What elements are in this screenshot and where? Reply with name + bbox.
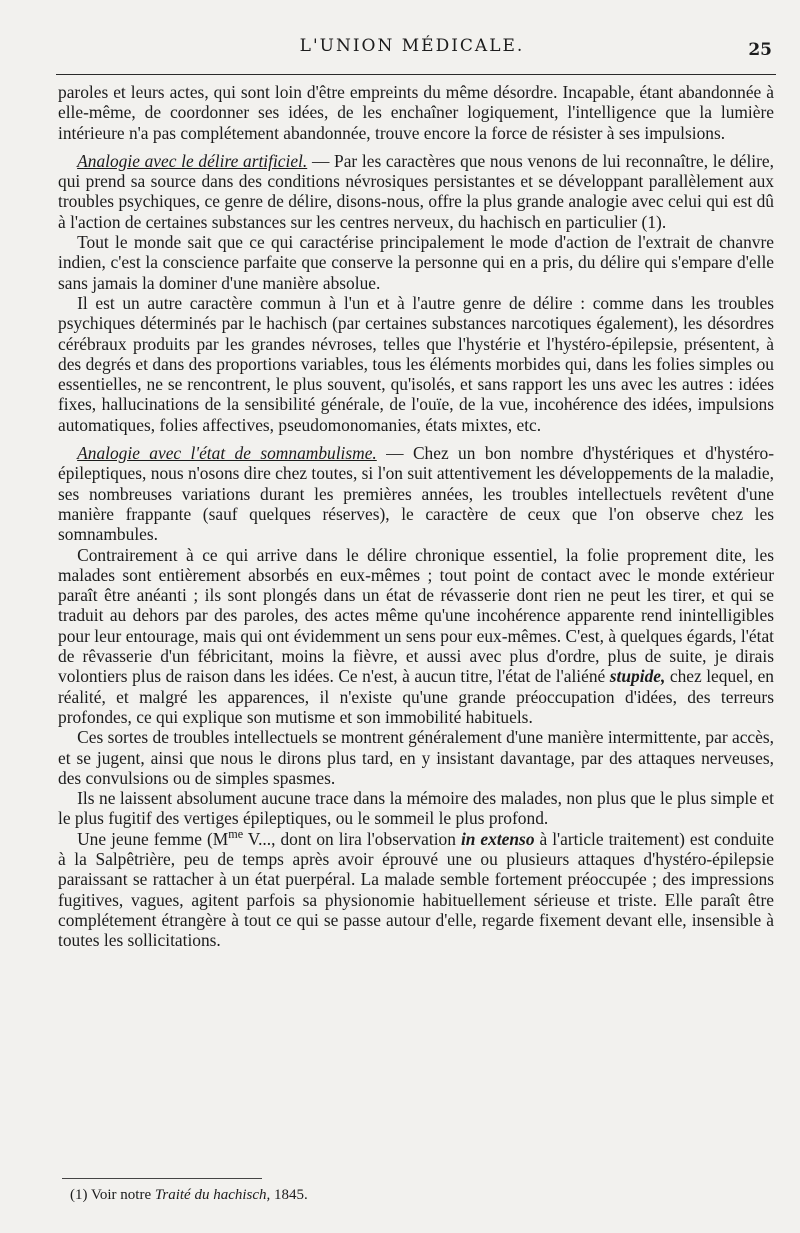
paragraph-5-text: — Chez un bon nombre d'hystériques et d'hystéro-épileptiques, nous n'osons dire chez toutes, si l'on suit attentivement les développements de la maladie, ses nombreuses variations durant les premières années, les troubles intellectuels revêtent d'une manière frappante (sauf quelques réserves), le caractère de ceux que l'on observe chez les somnambules. (58, 443, 774, 545)
paragraph-7: Ces sortes de troubles intellectuels se montrent généralement d'une manière intermittente, par accès, et se jugent, ainsi que nous le dirons plus tard, en y insistant davantage, par des attaques nerveuses, des convulsions ou de simples spasmes. (58, 727, 774, 788)
emphasis-stupide: stupide, (609, 666, 666, 687)
paragraph-5 (58, 443, 774, 544)
paragraph-2 (58, 151, 774, 232)
running-header (52, 34, 772, 64)
header-rule (56, 74, 776, 75)
paragraph-8: Ils ne laissent absolument aucune trace dans la mémoire des malades, non plus que le plus simple et le plus fugitif des vertiges épileptiques, ou le sommeil le plus profond. (58, 788, 774, 829)
paragraph-6-text-b: chez lequel, en réalité, et malgré les apparences, il n'existe qu'une grande préoccupation d'idées, des terreurs profondes, ce qui explique son mutisme et son immobilité habituels. (58, 666, 774, 727)
emphasis-in-extenso: in extenso (460, 828, 535, 849)
section-title-somnambulisme: Analogie avec l'état de somnambulisme. (77, 443, 377, 464)
paragraph-3: Tout le monde sait que ce qui caractérise principalement le mode d'action de l'extrait de chanvre indien, c'est la conscience parfaite que conserve la personne qui en a pris, du délire qui s'empare d'elle sans jamais la dominer d'une manière absolue. (58, 232, 774, 293)
section-title-delire-artificiel: Analogie avec le délire artificiel. (77, 150, 308, 171)
paragraph-9-text-c: à l'article traitement) est conduite à la Salpêtrière, peu de temps après avoir éprouvé une ou plusieurs attaques d'hystéro-épilepsie paraissant se rattacher à un état puerpéral. La malade semble fortement préoccupée ; des impressions fugitives, vagues, agitent parfois sa physionomie habituellement sérieuse et triste. Elle paraît être complétement étrangère à tout ce qui se passe autour d'elle, regarde fixement devant elle, insensible à toutes les sollicitations. (58, 828, 775, 951)
journal-title: L'UNION MÉDICALE. (299, 36, 525, 56)
page-number: 25 (748, 40, 772, 60)
body-text (58, 82, 774, 950)
paragraph-4: Il est un autre caractère commun à l'un et à l'autre genre de délire : comme dans les troubles psychiques déterminés par le hachisch (par certaines substances narcotiques également), les désordres cérébraux produits par les grandes névroses, telles que l'hystérie et l'hystéro-épilepsie, présentent, à des degrés et dans des proportions variables, tous les éléments morbides qui, dans les folies simples ou essentielles, ne se rencontrent, le plus souvent, qu'isolés, et sans rapport les uns avec les autres : idées fixes, hallucinations de la sensibilité générale, de l'ouïe, de la vue, incohérence des idées, impulsions automatiques, folies affectives, pseudomonomanies, états mixtes, etc. (58, 292, 774, 435)
footnote-rule (62, 1178, 262, 1179)
footnote-text-b: 1845. (270, 1187, 308, 1203)
footnote (70, 1186, 770, 1204)
paragraph-9-text-b: V..., dont on lira l'observation (243, 828, 461, 849)
footnote-text-a: (1) Voir notre (70, 1187, 155, 1203)
footnote-book-title: Traité du hachisch, (154, 1187, 271, 1203)
paragraph-9 (58, 826, 775, 951)
paragraph-6-text-a: Contrairement à ce qui arrive dans le délire chronique essentiel, la folie proprement dite, les malades sont entièrement absorbés en eux-mêmes ; tout point de contact avec le monde extérieur paraît être anéanti ; ils sont plongés dans un état de révasserie dont rien ne peut les tirer, et qui se traduit au dehors par des paroles, des actes même qu'une incohérence apparente rend inintelligibles pour leur entourage, mais qui ont évidemment un sens pour eux-mêmes. C'est, à quelques égards, l'état de rêvasserie d'un fébricitant, moins la fièvre, et aussi avec plus d'ordre, plus de suite, je dirais volontiers plus de raison dans les idées. Ce n'est, à aucun titre, l'état de l'aliéné (58, 544, 774, 687)
paragraph-2-text: — Par les caractères que nous venons de lui reconnaître, le délire, qui prend sa source dans des conditions névrosiques persistantes et se développant parallèlement aux troubles psychiques, ce genre de délire, disons-nous, offre la plus grande analogie avec celui qui est dû à l'action de certaines substances sur les centres nerveux, du hachisch en particulier (1). (58, 150, 774, 232)
superscript-me: me (228, 826, 244, 841)
paragraph-1: paroles et leurs actes, qui sont loin d'être empreints du même désordre. Incapable, étant abandonnée à elle-même, de coordonner ses idées, de les enchaîner logiquement, l'intelligence que la lumière intérieure n'a pas complétement abandonnée, trouve encore la force de résister à ses impulsions. (58, 82, 774, 143)
paragraph-9-text-a: Une jeune femme (M (77, 828, 229, 849)
paragraph-6 (58, 545, 774, 728)
